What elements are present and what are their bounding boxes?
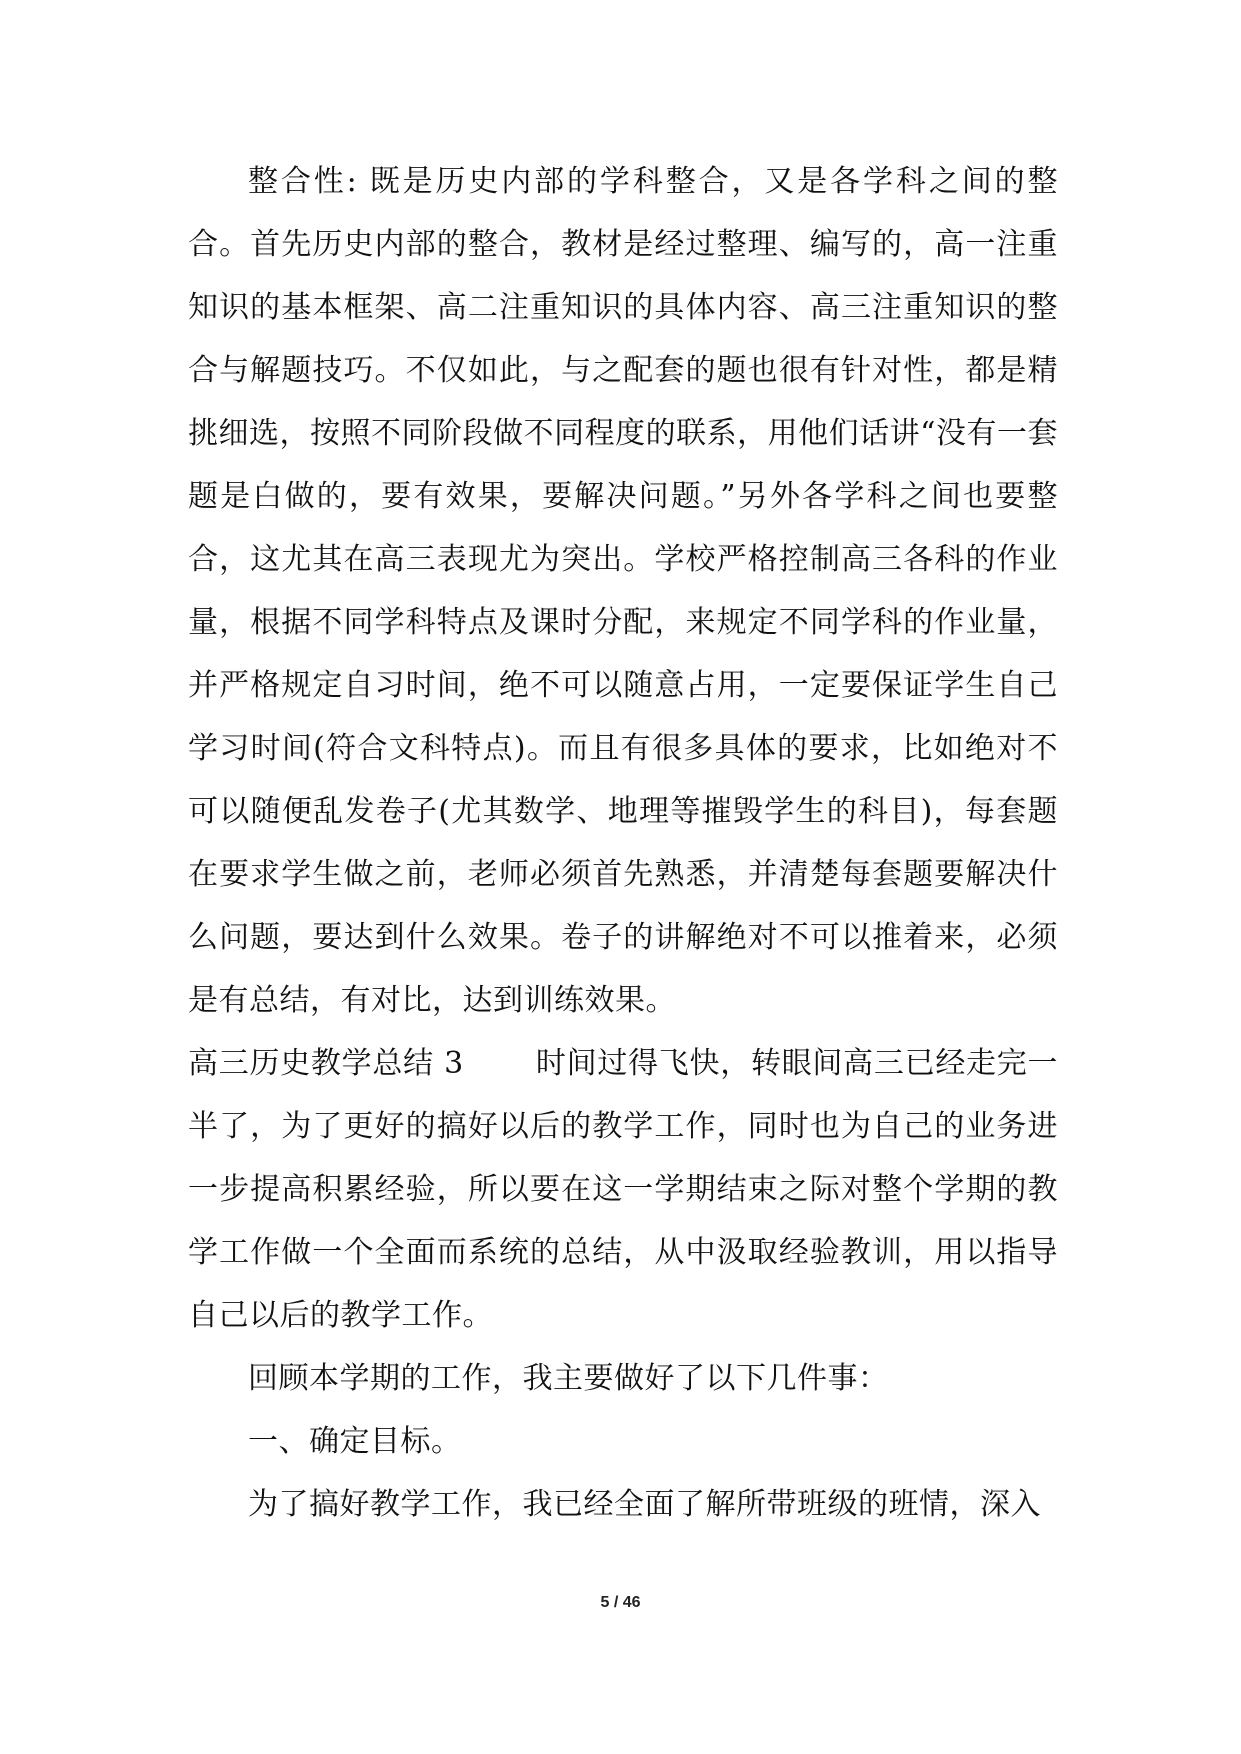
paragraph-summary-3-text: 时间过得飞快，转眼间高三已经走完一半了，为了更好的搞好以后的教学工作，同时也为自己的业务进一步提高积累经验，所以要在这一学期结束之际对整个学期的教学工作做一个全面而系统的总结，从中汲取经验教训，用以指导自己以后的教学工作。 (188, 1046, 1059, 1333)
page-number: 5 / 46 (600, 1594, 641, 1611)
document-body (188, 150, 1058, 1536)
section-heading: 高三历史教学总结 3 (188, 1046, 464, 1081)
paragraph-goal-body: 为了搞好教学工作，我已经全面了解所带班级的班情，深入 (248, 1487, 1041, 1522)
paragraph-integration: 整合性: 既是历史内部的学科整合，又是各学科之间的整合。首先历史内部的整合，教材是经过整理、编写的，高一注重知识的基本框架、高二注重知识的具体内容、高三注重知识的整合与解题技巧。不仅如此，与之配套的题也很有针对性，都是精挑细选，按照不同阶段做不同程度的联系，用他们话讲“没有一套题是白做的，要有效果，要解决问题。”另外各学科之间也要整合，这尤其在高三表现尤为突出。学校严格控制高三各科的作业量，根据不同学科特点及课时分配，来规定不同学科的作业量，并严格规定自习时间，绝不可以随意占用，一定要保证学生自己学习时间(符合文科特点)。而且有很多具体的要求，比如绝对不可以随便乱发卷子(尤其数学、地理等摧毁学生的科目)，每套题在要求学生做之前，老师必须首先熟悉，并清楚每套题要解决什么问题，要达到什么效果。卷子的讲解绝对不可以推着来，必须是有总结，有对比，达到训练效果。 (188, 164, 1058, 1018)
paragraph-summary-3 (188, 1032, 1058, 1347)
paragraph-goal-heading: 一、确定目标。 (248, 1424, 462, 1459)
paragraph-review: 回顾本学期的工作，我主要做好了以下几件事： (248, 1361, 889, 1396)
